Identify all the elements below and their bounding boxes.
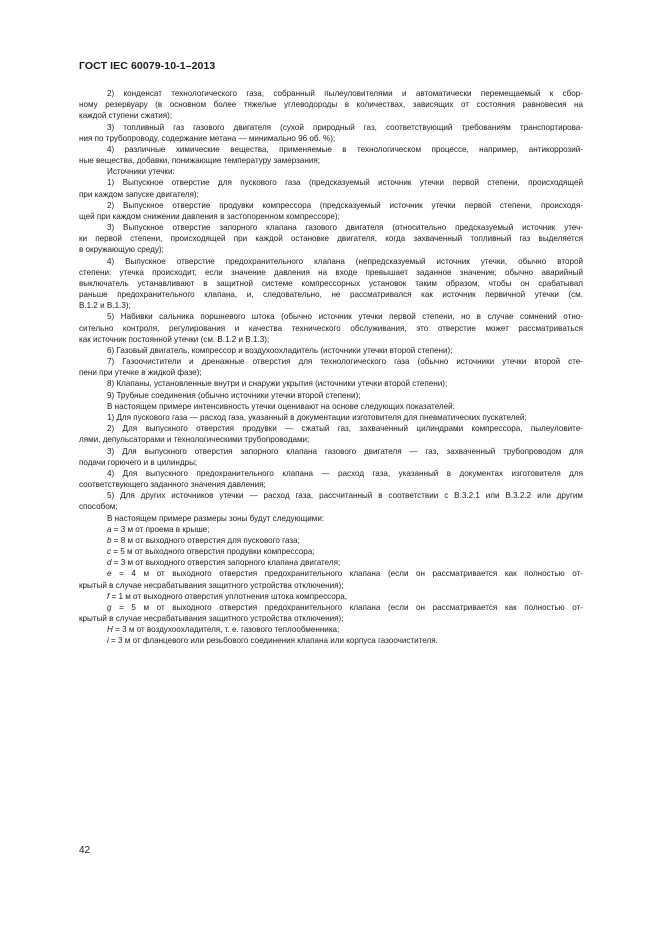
text-line: щей при каждом снижении давления в застопоренном компрессоре); xyxy=(79,211,340,221)
text-line: i = 3 м от фланцевого или резьбового соединения клапана или корпуса газоочистителя. xyxy=(107,636,438,646)
text-line: в окружающую среду); xyxy=(79,245,164,255)
zone-variable: i xyxy=(107,636,109,646)
text-line: каждой ступени сжатия); xyxy=(79,111,173,121)
text-line: степени: утечка происходит, если значение давления на входе превышает заданное значение; обычно аварийный xyxy=(79,267,583,277)
text-line: b = 8 м от выходного отверстия для пускового газа; xyxy=(107,535,300,545)
zone-variable: e xyxy=(107,569,112,579)
zone-variable: c xyxy=(107,547,112,557)
text-line: ные вещества, добавки, понижающие температуру замерзания; xyxy=(79,156,320,166)
text-line: 5) Для других источников утечки — расход газа, рассчитанный в соответствии с В.3.2.1 или В.3.2.2 или другим xyxy=(107,491,583,501)
text-line: крытый в случае несрабатывания защитного устройства отключения); xyxy=(79,614,344,624)
text-line: 3) топливный газ газового двигателя (сухой природный газ, соответствующий требованиям транспортирова- xyxy=(107,122,583,132)
document-body xyxy=(79,88,583,647)
text-line: g = 5 м от выходного отверстия предохранительного клапана (если он рассматривается как полностью от- xyxy=(107,602,583,612)
zone-variable: g xyxy=(107,602,112,612)
text-line: 2) Выпускное отверстие продувки компрессора (предсказуемый источник утечки первой степени, происходя- xyxy=(107,200,583,210)
text-line: 4) Для выпускного предохранительного клапана — расход газа, указанный в документах изготовителя для xyxy=(107,468,583,478)
text-line: d = 3 м от выходного отверстия запорного клапана двигателя; xyxy=(107,558,341,568)
text-line: крытый в случае несрабатывания защитного устройства отключения); xyxy=(79,580,344,590)
text-line: 1) Для пускового газа — расход газа, указанный в документации изготовителя для пневматических пускателей; xyxy=(107,412,527,422)
text-line: способом; xyxy=(79,502,118,512)
text-line: ния по трубопроводу, содержание метана — минимально 96 об. %); xyxy=(79,133,336,143)
zone-variable: f xyxy=(107,591,110,601)
text-line: 4) различные химические вещества, применяемые в технологическом процессе, например, антикоррозий- xyxy=(107,144,583,154)
text-line: 5) Набивки сальника поршневого штока (обычно источник утечки первой степени, но в случае сомнений отно- xyxy=(107,312,583,322)
text-line: при каждом запуске двигателя); xyxy=(79,189,199,199)
text-line: выключатель устанавливают в защитной системе компрессорных установок таким образом, чтобы он срабатывал xyxy=(79,278,583,288)
text-line: Источники утечки: xyxy=(107,167,175,177)
text-line: ки первой степени, происходящей при каждой остановке двигателя, когда захваченный топливный газ выделяется xyxy=(79,234,583,244)
text-line: 8) Клапаны, установленные внутри и снаружи укрытия (источники утечки второй степени); xyxy=(107,379,448,389)
zone-variable: H xyxy=(107,625,113,635)
text-line: 9) Трубные соединения (обычно источники утечки второй степени); xyxy=(107,390,361,400)
text-line: 6) Газовый двигатель, компрессор и воздухоохладитель (источники утечки второй степени); xyxy=(107,345,453,355)
text-line: 2) Для выпускного отверстия продувки — сжатый газ, захваченный цилиндрами компрессора, пылеуловите- xyxy=(107,424,583,434)
text-line: 3) Для выпускного отверстия запорного клапана газового двигателя — газ, захваченный трубопроводом для xyxy=(107,446,583,456)
text-line: В настоящем примере размеры зоны будут следующими: xyxy=(107,513,325,523)
text-line: как источник постоянной утечки (см. В.1.2 и В.1.3); xyxy=(79,334,270,344)
zone-variable: d xyxy=(107,558,112,568)
text-line: 4) Выпускное отверстие предохранительного клапана (непредсказуемый источник утечки, обычно второй xyxy=(107,256,583,266)
text-line: сительно контроля, регулирования и качества технического обслуживания, это отверстие может рассматриваться xyxy=(79,323,583,333)
text-line: раньше предохранительного клапана, и, следовательно, не рассматривался как источник первичной утечки (см. xyxy=(79,290,583,300)
text-line: подачи горючего и в цилиндры; xyxy=(79,457,198,467)
text-line: В.1.2 и В.1.3); xyxy=(79,301,131,311)
text-line: a = 3 м от проема в крыше; xyxy=(107,524,210,534)
text-line: f = 1 м от выходного отверстия уплотнения штока компрессора, xyxy=(107,591,348,601)
page-number: 42 xyxy=(79,845,91,856)
text-line: пени при утечке в жидкой фазе); xyxy=(79,368,202,378)
text-line: ному резервуару (в основном более тяжелые углеводороды в количествах, зависящих от состояния равновесия на xyxy=(79,100,583,110)
text-line: 1) Выпускное отверстие для пускового газа (предсказуемый источник утечки первой степени, происходящей xyxy=(107,178,583,188)
zone-variable: b xyxy=(107,535,112,545)
text-line: лями, депульсаторами и технологическими трубопроводами; xyxy=(79,435,310,445)
text-line: соответствующего заданного значения давления; xyxy=(79,480,266,490)
text-line: 2) конденсат технологического газа, собранный пылеуловителями и автоматически перемещаемый к сбор- xyxy=(107,89,583,98)
text-line: c = 5 м от выходного отверстия продувки компрессора; xyxy=(107,547,315,557)
text-line: В настоящем примере интенсивность утечки оценивают на основе следующих показателей: xyxy=(107,401,455,411)
zone-variable: a xyxy=(107,524,112,534)
text-line: 7) Газоочистители и дренажные отверстия для технологического газа (обычно источники утечки второй сте- xyxy=(107,357,583,367)
text-line: e = 4 м от выходного отверстия предохранительного клапана (если он рассматривается как полностью от- xyxy=(107,569,583,579)
text-line: 3) Выпускное отверстие запорного клапана газового двигателя (относительно предсказуемый источник утеч- xyxy=(107,223,583,233)
document-header: ГОСТ IEC 60079-10-1–2013 xyxy=(79,60,216,72)
text-line: H = 3 м от воздухоохладителя, т. е. газового теплообменника; xyxy=(107,625,340,635)
